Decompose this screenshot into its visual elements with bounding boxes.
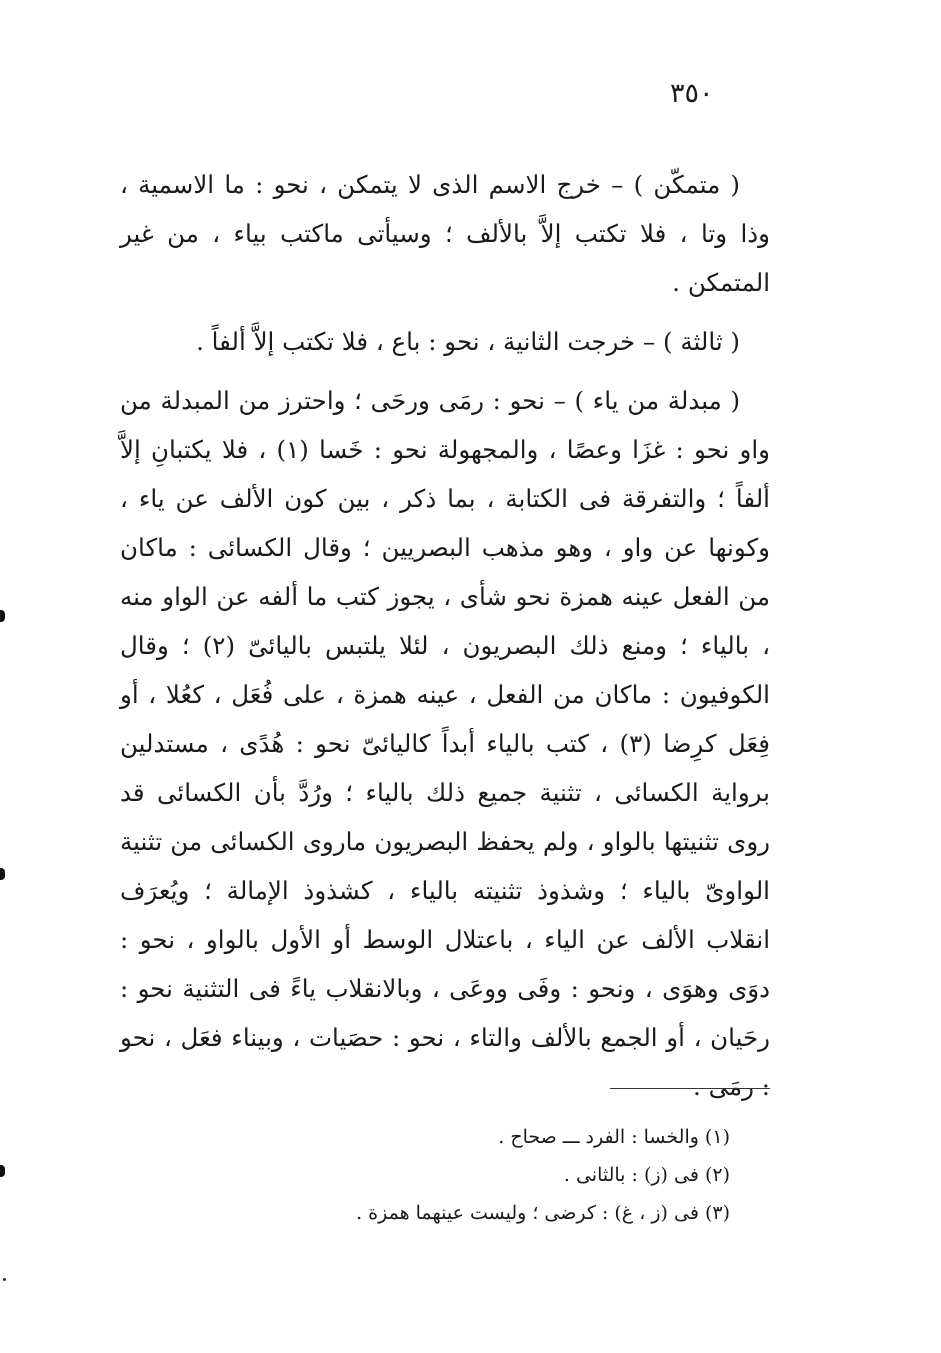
page-number: ٣٥٠ xyxy=(670,78,714,109)
binding-hole-mark xyxy=(0,868,5,880)
paragraph-1: ( متمكّن ) – خرج الاسم الذى لا يتمكن ، نحو : ما الاسمية ، وذا وتا ، فلا تكتب إلاَّ بالألف ؛ وسيأتى ماكتب بياء ، من غير المتمكن . xyxy=(120,170,770,297)
paragraph-2: ( ثالثة ) – خرجت الثانية ، نحو : باع ، فلا تكتب إلاَّ ألفاً . xyxy=(196,327,740,356)
binding-hole-mark xyxy=(0,1165,5,1177)
footnotes xyxy=(300,1118,730,1232)
footnote-1: (١) والخسا : الفرد ـــ صحاح . xyxy=(498,1126,730,1148)
footnote-2: (٢) فى (ز) : بالثانى . xyxy=(563,1164,730,1186)
paragraph-3: ( مبدلة من ياء ) – نحو : رمَى ورحَى ؛ واحترز من المبدلة من واو نحو : غزَا وعصًا ، والمجهولة نحو : خَسا (١) ، فلا يكتبانِ إلاَّ ألفاً ؛ والتفرقة فى الكتابة ، بما ذكر ، بين كون الألف عن ياء ، وكونها عن واو ، وهو مذهب البصريين ؛ وقال الكسائى : ماكان من الفعل عينه همزة نحو شأى ، يجوز كتب ما ألفه عن الواو منه ، بالياء ؛ ومنع ذلك البصريون ، لئلا يلتبس باليائىّ (٢) ؛ وقال الكوفيون : ماكان من الفعل ، عينه همزة ، على فُعَل ، كعُلا ، أو فِعَل كرِضا (٣) ، كتب بالياء أبداً كاليائىّ نحو : هُدًى ، مستدلين برواية الكسائى ، تثنية جميع ذلك بالياء ؛ ورُدَّ بأن الكسائى قد روى تثنيتها بالواو ، ولم يحفظ البصريون ماروى الكسائى من تثنية الواوىّ بالياء ؛ وشذوذ تثنيته بالياء ، كشذوذ الإمالة ؛ ويُعرَف انقلاب الألف عن الياء ، باعتلال الوسط أو الأول بالواو ، نحو : دوَى وهوَى ، ونحو : وفَى ووعَى ، وبالانقلاب ياءً فى التثنية نحو : رحَيان ، أو الجمع بالألف والتاء ، نحو : حصَيات ، وبيناء فعَل ، نحو : رمَى . xyxy=(120,386,771,1101)
body-text xyxy=(120,160,770,1111)
footnote-3: (٣) فى (ز ، غ) : كرضى ؛ وليست عينهما همزة . xyxy=(356,1202,730,1224)
binding-hole-mark xyxy=(0,610,5,622)
scan-speck xyxy=(3,1278,6,1281)
footnote-divider xyxy=(610,1088,770,1089)
